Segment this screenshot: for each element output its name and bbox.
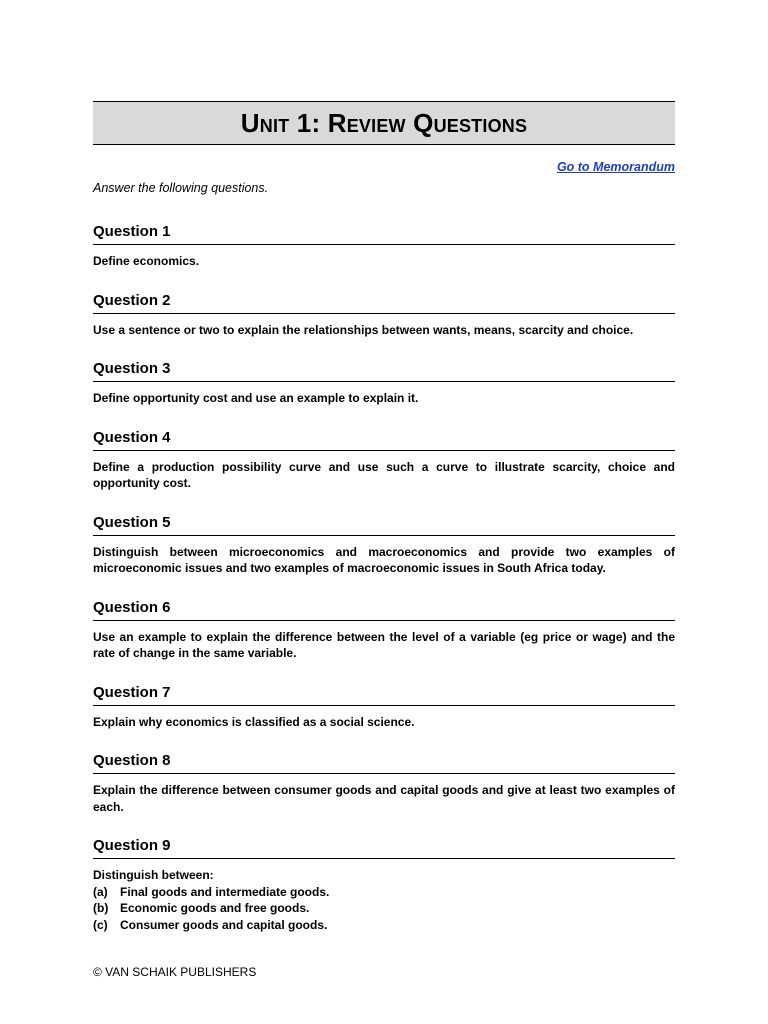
question-heading: Question 9 (93, 837, 675, 859)
question-text (93, 867, 675, 933)
memo-row (93, 158, 675, 176)
question-text: Distinguish between microeconomics and macroeconomics and provide two examples of microeconomic issues and two examples of macroeconomic issues in South Africa today. (93, 544, 675, 575)
copyright-footer: © VAN SCHAIK PUBLISHERS (93, 965, 257, 979)
questions-list (93, 223, 675, 933)
sub-question-letter: (c) (93, 917, 108, 932)
question-heading: Question 2 (93, 292, 675, 314)
question-2 (93, 292, 675, 339)
question-4 (93, 429, 675, 492)
question-text: Define economics. (93, 254, 200, 268)
sub-question-c (93, 917, 675, 934)
question-text: Explain why economics is classified as a social science. (93, 714, 415, 729)
question-heading: Question 3 (93, 360, 675, 382)
sub-question-text: Consumer goods and capital goods. (120, 917, 328, 932)
sub-question-b (93, 900, 675, 917)
question-heading: Question 7 (93, 684, 675, 706)
question-text: Use an example to explain the difference between the level of a variable (eg price or wage) and the rate of change in the same variable. (93, 629, 675, 660)
question-text: Explain the difference between consumer goods and capital goods and give at least two examples of each. (93, 783, 675, 814)
question-intro-text: Distinguish between: (93, 868, 214, 882)
title-bar (93, 101, 675, 145)
question-heading: Question 4 (93, 429, 675, 451)
intro-text: Answer the following questions. (93, 181, 269, 195)
question-text: Use a sentence or two to explain the relationships between wants, means, scarcity and choice. (93, 322, 634, 337)
page-title: Unit 1: Review Questions (240, 108, 528, 138)
question-5 (93, 514, 675, 577)
question-9 (93, 837, 675, 933)
sub-question-letter: (a) (93, 884, 108, 899)
sub-question-list (93, 884, 675, 934)
sub-question-a (93, 884, 675, 901)
question-text: Define a production possibility curve and use such a curve to illustrate scarcity, choice and opportunity cost. (93, 459, 675, 490)
sub-question-text: Economic goods and free goods. (120, 901, 310, 915)
sub-question-text: Final goods and intermediate goods. (120, 884, 330, 899)
question-3 (93, 360, 675, 407)
question-7 (93, 684, 675, 731)
question-text: Define opportunity cost and use an example to explain it. (93, 391, 419, 405)
question-heading: Question 8 (93, 752, 675, 774)
sub-question-letter: (b) (93, 901, 109, 915)
question-heading: Question 1 (93, 223, 675, 245)
memorandum-link[interactable]: Go to Memorandum (556, 160, 675, 174)
question-heading: Question 5 (93, 514, 675, 536)
question-6 (93, 599, 675, 662)
question-8 (93, 752, 675, 815)
document-page (93, 101, 675, 933)
question-1 (93, 223, 675, 270)
question-heading: Question 6 (93, 599, 675, 621)
